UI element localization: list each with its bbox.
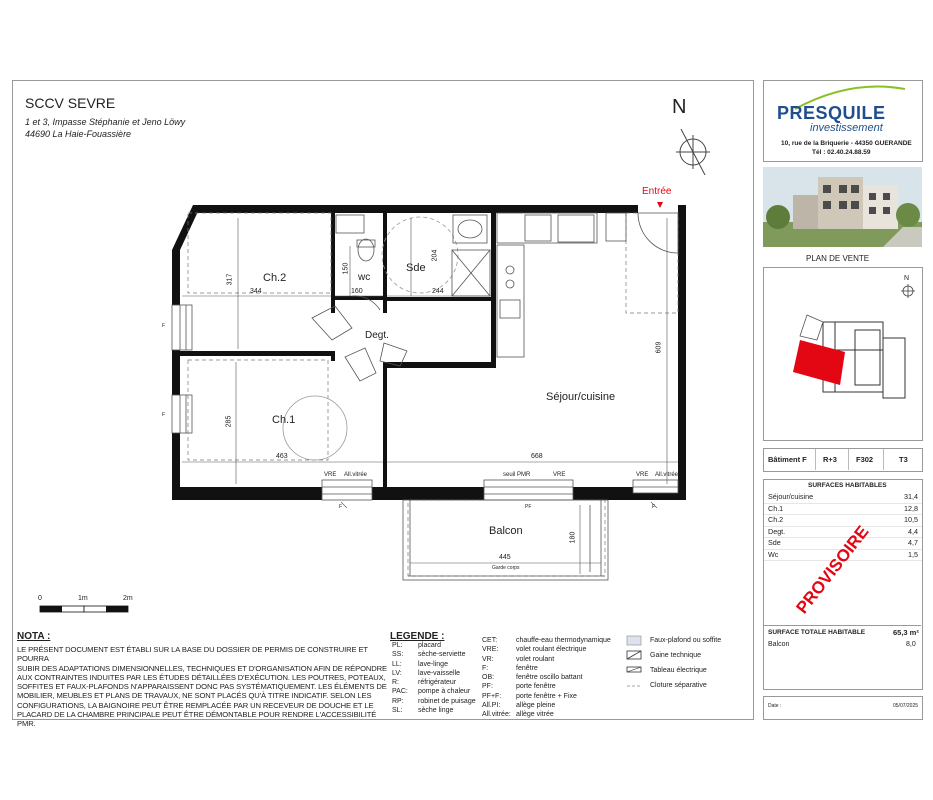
note-line: CONFIGURATIONS, LA BAIGNOIRE PEUT ÊTRE REMPLACÉE PAR UN RECEVEUR DE DOUCHE ET LE [17, 700, 374, 710]
note-line: MOBILIER, MEUBLES ET PLANS DE TRAVAUX, NE SONT PLACÉS QU'À TITRE INDICATIF. SELON LES [17, 691, 372, 701]
note-line: SUBIR DES ADAPTATIONS DIMENSIONNELLES, TECHNIQUES ET D'ORGANISATION AFIN DE RÉPONDRE [17, 663, 387, 673]
legend-desc: fenêtre oscillo battant [516, 674, 583, 682]
note-line: PLACARD DE LA CHAMBRE PRINCIPALE PEUT ÊTRE DÉMONTABLE POUR RENDRE L'ACCESSIBILITÉ PMR. [17, 710, 377, 729]
balcon-value: 8,0 [906, 641, 916, 648]
legend-code: LL: [392, 660, 402, 668]
legend-code: VR: [482, 655, 494, 663]
legend-code: PL: [392, 642, 403, 649]
date-value: 05/07/2025 [893, 703, 919, 709]
scale-bar [40, 606, 128, 612]
surface-row [764, 492, 922, 504]
legend-code: SL: [392, 707, 403, 715]
north-label: N [672, 96, 687, 118]
surfaces-title: SURFACES HABITABLES [808, 482, 887, 489]
surface-room: Ch.2 [768, 515, 784, 524]
label-vre-2: VRE [553, 472, 566, 478]
legend-desc: fenêtre [516, 664, 538, 672]
mini-north-label: N [904, 275, 910, 282]
legend-desc: volet roulant [516, 655, 555, 663]
surface-area: 4,4 [908, 526, 918, 536]
legend-col2 [482, 636, 611, 720]
surface-room: Degt. [768, 526, 786, 536]
legend-desc: robinet de puisage [418, 697, 476, 705]
note-line: AUX CONTRAINTES INDUITES PAR LES ÉTUDES DÉTAILLÉES D'EXÉCUTION. LES POUTRES, POTEAUX, [17, 672, 386, 682]
legend-desc: lave-linge [418, 660, 448, 668]
label-f-2: F [162, 412, 166, 418]
surface-room: Wc [768, 549, 779, 559]
dim-668: 668 [531, 453, 543, 460]
surface-room: Ch.1 [768, 503, 784, 513]
legend-symbols [626, 635, 646, 693]
balcon-label: Balcon [768, 641, 790, 648]
legend-code: All.vitrée: [482, 711, 511, 719]
note-title: NOTA : [17, 631, 51, 642]
legend-desc: chauffe-eau thermodynamique [516, 637, 611, 644]
legend-code: PF: [482, 683, 493, 691]
surface-room: Séjour/cuisine [768, 492, 814, 501]
legend-code: SS: [392, 651, 404, 659]
date-label: Date : [768, 703, 782, 709]
label-f-4: F [652, 504, 656, 510]
legend-symbol-4: Cloture séparative [650, 682, 707, 689]
label-pf: PF [525, 504, 532, 510]
legend-symbol-2: Gaine technique [650, 652, 701, 659]
legend-code: F: [482, 664, 489, 672]
legend-symbol-3: Tableau électrique [650, 667, 707, 674]
scale-0: 0 [38, 595, 42, 602]
logo-name-bottom: investissement [810, 122, 883, 134]
legend-code: RP: [392, 697, 404, 705]
surface-row [764, 527, 922, 539]
dim-160: 160 [351, 288, 363, 295]
total-value: 65,3 m² [893, 628, 919, 637]
legend-desc: allège pleine [516, 702, 556, 710]
logo-address: 10, rue de la Briquerie - 44350 GUERANDE [781, 140, 912, 147]
surface-area: 12,8 [904, 503, 918, 513]
legend-desc: pompe à chaleur [418, 688, 471, 696]
label-f-1: F [162, 323, 166, 329]
room-balcon: Balcon [489, 525, 523, 537]
legend-code: VRE: [482, 646, 499, 654]
dim-150: 150 [342, 262, 350, 275]
logo-name-top: PRESQUILE [777, 103, 886, 123]
label-garde-corps: Garde corps [492, 565, 520, 571]
legend-desc: volet roulant électrique [516, 646, 587, 654]
dim-204: 204 [431, 249, 439, 262]
etage-value: R+3 [823, 455, 837, 464]
legend-title: LEGENDE : [390, 631, 445, 642]
plan-de-vente-label: PLAN DE VENTE [806, 254, 870, 263]
legend-desc: lave-vaisselle [418, 669, 461, 677]
walls [172, 205, 686, 500]
legend-symbol-1: Faux-plafond ou soffite [650, 637, 722, 644]
legend-desc: allège vitrée [516, 711, 554, 719]
label-allvitree-1: All.vitrée [344, 472, 368, 478]
note-body [17, 645, 392, 729]
label-vre-3: VRE [636, 472, 649, 478]
dim-244: 244 [432, 288, 444, 295]
legend-col1 [392, 641, 476, 715]
building-image [763, 167, 922, 247]
dim-445: 445 [499, 554, 511, 561]
legend-code: R: [392, 679, 399, 687]
surface-row [764, 515, 922, 527]
legend-desc: porte fenêtre + Fixe [516, 692, 577, 700]
total-label: SURFACE TOTALE HABITABLE [768, 629, 866, 636]
legend-desc: réfrigérateur [418, 679, 457, 687]
dim-317: 317 [226, 273, 234, 286]
lot-info-dividers [848, 449, 849, 470]
address-line2: 44690 La Haie-Fouassière [25, 129, 132, 139]
lot-info-dividers [815, 449, 816, 470]
room-ch1: Ch.1 [272, 414, 296, 426]
address-line1: 1 et 3, Impasse Stéphanie et Jeno Löwy [25, 117, 186, 127]
logo-phone: Tél : 02.40.24.88.59 [812, 149, 871, 156]
lot-info-dividers [883, 449, 884, 470]
type-value: T3 [899, 455, 908, 464]
batiment-value: Bâtiment F [768, 455, 807, 464]
surface-room: Sde [768, 538, 781, 547]
legend-code: OB: [482, 674, 495, 682]
note-line: SOFFITES ET FAUX-PLAFONDS N'APPARAISSENT DONC PAS SYSTÉMATIQUEMENT. LES ÉLÉMENTS DE [17, 682, 387, 692]
label-allvitree-2: All.vitrée [655, 472, 679, 478]
scale-1m: 1m [78, 595, 88, 602]
dim-285: 285 [225, 415, 233, 428]
label-seuil-pmr: seuil PMR [503, 472, 531, 478]
project-name: SCCV SEVRE [25, 95, 116, 111]
legend-code: PAC: [392, 688, 408, 696]
scale-2m: 2m [123, 595, 133, 602]
note-line: LE PRÉSENT DOCUMENT EST ÉTABLI SUR LA BASE DU DOSSIER DE PERMIS DE CONSTRUIRE ET POURRA [17, 645, 368, 664]
legend-code: All.PI: [482, 702, 501, 710]
mini-compass-icon [900, 283, 916, 299]
label-f-3: F [339, 504, 343, 510]
legend-desc: sèche-serviette [418, 651, 466, 659]
dim-463: 463 [276, 453, 288, 460]
faux-plafond-icon [627, 636, 641, 645]
mini-map [765, 300, 920, 430]
legend-code: CET: [482, 637, 498, 644]
total-divider [764, 625, 921, 626]
legend-code: PF+F: [482, 692, 502, 700]
surface-area: 31,4 [904, 492, 918, 501]
provisoire-stamp: PROVISOIRE [792, 522, 873, 618]
surface-row [764, 504, 922, 516]
room-sejour: Séjour/cuisine [546, 391, 616, 403]
room-ch2: Ch.2 [263, 272, 287, 284]
dim-180: 180 [569, 531, 577, 544]
surface-area: 4,7 [908, 538, 918, 547]
surface-area: 10,5 [904, 515, 918, 524]
legend-desc: placard [418, 642, 441, 649]
lot-value: F302 [856, 455, 874, 464]
label-vre-1: VRE [324, 472, 337, 478]
legend-code: LV: [392, 669, 402, 677]
legend-desc: porte fenêtre [516, 683, 556, 691]
legend-desc: sèche linge [418, 707, 454, 715]
entry-label: Entrée [642, 186, 672, 197]
dim-609: 609 [655, 341, 663, 354]
room-degt: Degt. [365, 330, 389, 341]
room-sde: Sde [406, 262, 426, 274]
room-wc: wc [358, 272, 371, 283]
dim-344: 344 [250, 288, 262, 295]
surface-area: 1,5 [908, 549, 918, 559]
